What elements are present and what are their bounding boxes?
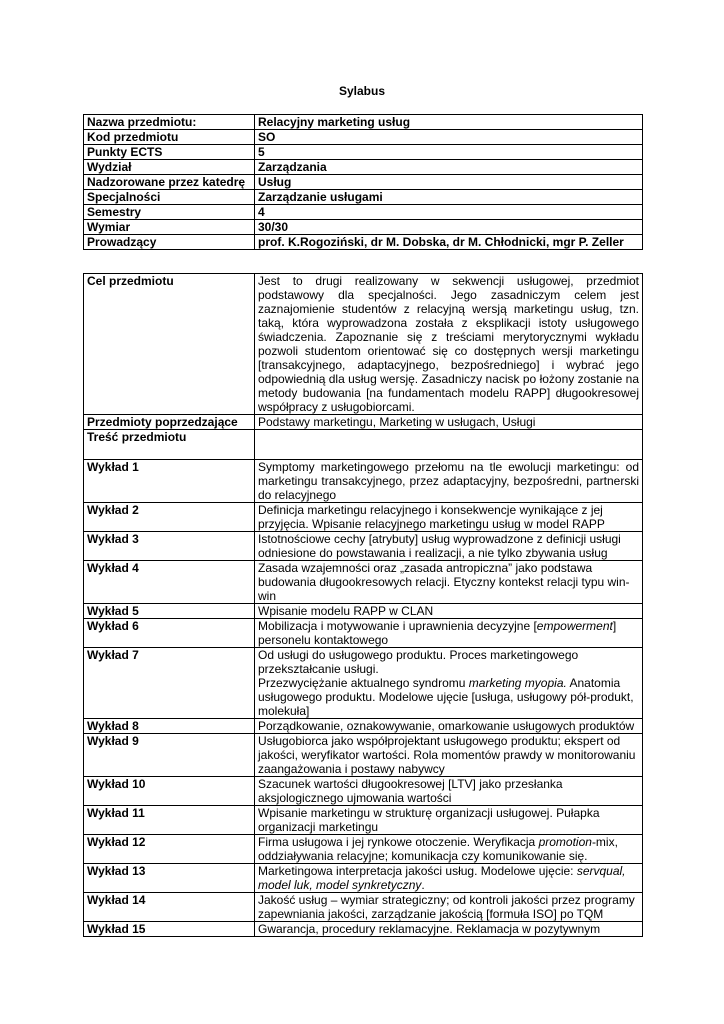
lecture-text: Istotnościowe cechy [atrybuty] usług wyprowadzone z definicji usługi odniesione do powstawania i realizacji, a nie tylko zbywania usług	[255, 532, 643, 561]
row-label: Nazwa przedmiotu:	[84, 115, 255, 130]
table-row	[84, 430, 643, 460]
lecture-text: Gwarancja, procedury reklamacyjne. Reklamacja w pozytywnym	[255, 922, 643, 937]
table-row	[84, 175, 643, 190]
lecture-row	[84, 561, 643, 604]
lecture-row	[84, 532, 643, 561]
lecture-row	[84, 734, 643, 777]
lecture-row	[84, 604, 643, 619]
table-row	[84, 415, 643, 430]
lecture-text: Jakość usług – wymiar strategiczny; od kontroli jakości przez programy zapewniania jakości, zarządzanie jakością [formuła ISO] po TQM	[255, 893, 643, 922]
lecture-text: Zasada wzajemności oraz „zasada antropiczna” jako podstawa budowania długookresowych relacji. Etyczny kontekst relacji typu win-win	[255, 561, 643, 604]
course-content-table	[83, 273, 643, 937]
table-row	[84, 235, 643, 250]
row-label: Wymiar	[84, 220, 255, 235]
table-row	[84, 190, 643, 205]
lecture-label: Wykład 7	[84, 648, 255, 719]
lecture-label: Wykład 10	[84, 777, 255, 806]
row-label: Kod przedmiotu	[84, 130, 255, 145]
lecture-label: Wykład 12	[84, 835, 255, 864]
table-row	[84, 274, 643, 415]
row-value: 30/30	[255, 220, 643, 235]
lecture-row	[84, 460, 643, 503]
lecture-text: Mobilizacja i motywowanie i uprawnienia decyzyjne [empowerment] personelu kontaktowego	[255, 619, 643, 648]
lecture-row	[84, 893, 643, 922]
table-row	[84, 145, 643, 160]
lecture-row	[84, 777, 643, 806]
lecture-row	[84, 619, 643, 648]
lecture-label: Wykład 1	[84, 460, 255, 503]
row-label: Nadzorowane przez katedrę	[84, 175, 255, 190]
table-row	[84, 115, 643, 130]
lecture-label: Wykład 6	[84, 619, 255, 648]
prerequisites-text: Podstawy marketingu, Marketing w usługach, Usługi	[255, 415, 643, 430]
table-row	[84, 160, 643, 175]
lecture-row	[84, 922, 643, 937]
lecture-text: Marketingowa interpretacja jakości usług. Modelowe ujęcie: servqual, model luk, model synkretyczny.	[255, 864, 643, 893]
lecture-text: Usługobiorca jako współprojektant usługowego produktu; ekspert od jakości, weryfikator wartości. Rola momentów prawdy w monitorowaniu zaangażowania i postawy nabywcy	[255, 734, 643, 777]
row-value: Zarządzanie usługami	[255, 190, 643, 205]
lecture-label: Wykład 15	[84, 922, 255, 937]
lecture-row	[84, 719, 643, 734]
lecture-label: Wykład 13	[84, 864, 255, 893]
row-label: Punkty ECTS	[84, 145, 255, 160]
page-title: Sylabus	[338, 84, 386, 98]
lecture-row	[84, 648, 643, 719]
lecture-text: Wpisanie modelu RAPP w CLAN	[255, 604, 643, 619]
lecture-text: Firma usługowa i jej rynkowe otoczenie. Weryfikacja promotion-mix, oddziaływania relacyjne; komunikacja czy komunikowanie się.	[255, 835, 643, 864]
lecture-row	[84, 503, 643, 532]
lecture-label: Wykład 14	[84, 893, 255, 922]
row-value: Relacyjny marketing usług	[255, 115, 643, 130]
lecture-text: Wpisanie marketingu w strukturę organizacji usługowej. Pułapka organizacji marketingu	[255, 806, 643, 835]
lecture-row	[84, 806, 643, 835]
lecture-text: Porządkowanie, oznakowywanie, omarkowanie usługowych produktów	[255, 719, 643, 734]
row-value: SO	[255, 130, 643, 145]
lecture-label: Wykład 11	[84, 806, 255, 835]
lecture-label: Wykład 2	[84, 503, 255, 532]
row-value: 5	[255, 145, 643, 160]
lecture-row	[84, 835, 643, 864]
lecture-label: Wykład 5	[84, 604, 255, 619]
row-value: prof. K.Rogoziński, dr M. Dobska, dr M. Chłodnicki, mgr P. Zeller	[255, 235, 643, 250]
prerequisites-label: Przedmioty poprzedzające	[84, 415, 255, 430]
table-row	[84, 205, 643, 220]
row-label: Wydział	[84, 160, 255, 175]
content-text	[255, 430, 643, 460]
table-row	[84, 220, 643, 235]
row-value: Usług	[255, 175, 643, 190]
cel-text: Jest to drugi realizowany w sekwencji usługowej, przedmiot podstawowy dla specjalności. Jego zasadniczym celem jest zaznajomienie studentów z relacyjną wersją marketingu usług, tzn. taką, która wyprowadzona została z eksplikacji istoty usługowego świadczenia. Zapoznanie się z treściami merytorycznymi wykładu pozwoli studentom orientować się co dostępnych wersji marketingu [transakcyjnego, adaptacyjnego, bezpośredniego] i wybrać jego odpowiednią dla usług wersję. Zasadniczy nacisk po łożony zostanie na metody budowania [na fundamentach modelu RAPP] długookresowej współpracy z usługobiorcami.	[255, 274, 643, 415]
course-info-table	[83, 114, 643, 250]
lecture-text: Szacunek wartości długookresowej [LTV] jako przesłanka aksjologicznego ujmowania wartości	[255, 777, 643, 806]
lecture-text: Definicja marketingu relacyjnego i konsekwencje wynikające z jej przyjęcia. Wpisanie relacyjnego marketingu usług w model RAPP	[255, 503, 643, 532]
row-label: Specjalności	[84, 190, 255, 205]
table-row	[84, 130, 643, 145]
content-label: Treść przedmiotu	[84, 430, 255, 460]
lecture-label: Wykład 8	[84, 719, 255, 734]
cel-label: Cel przedmiotu	[84, 274, 255, 415]
row-label: Semestry	[84, 205, 255, 220]
row-value: Zarządzania	[255, 160, 643, 175]
row-label: Prowadzący	[84, 235, 255, 250]
lecture-text: Symptomy marketingowego przełomu na tle ewolucji marketingu: od marketingu transakcyjnego, przez adaptacyjny, bezpośredni, partnerski do relacyjnego	[255, 460, 643, 503]
lecture-row	[84, 864, 643, 893]
lecture-label: Wykład 9	[84, 734, 255, 777]
lecture-label: Wykład 4	[84, 561, 255, 604]
lecture-label: Wykład 3	[84, 532, 255, 561]
lecture-text: Od usługi do usługowego produktu. Proces marketingowego przekształcanie usługi. Przezwyciężanie aktualnego syndromu marketing myopia. Anatomia usługowego produktu. Modelowe ujęcie [usługa, usługowy pół-produkt, molekuła]	[255, 648, 643, 719]
row-value: 4	[255, 205, 643, 220]
